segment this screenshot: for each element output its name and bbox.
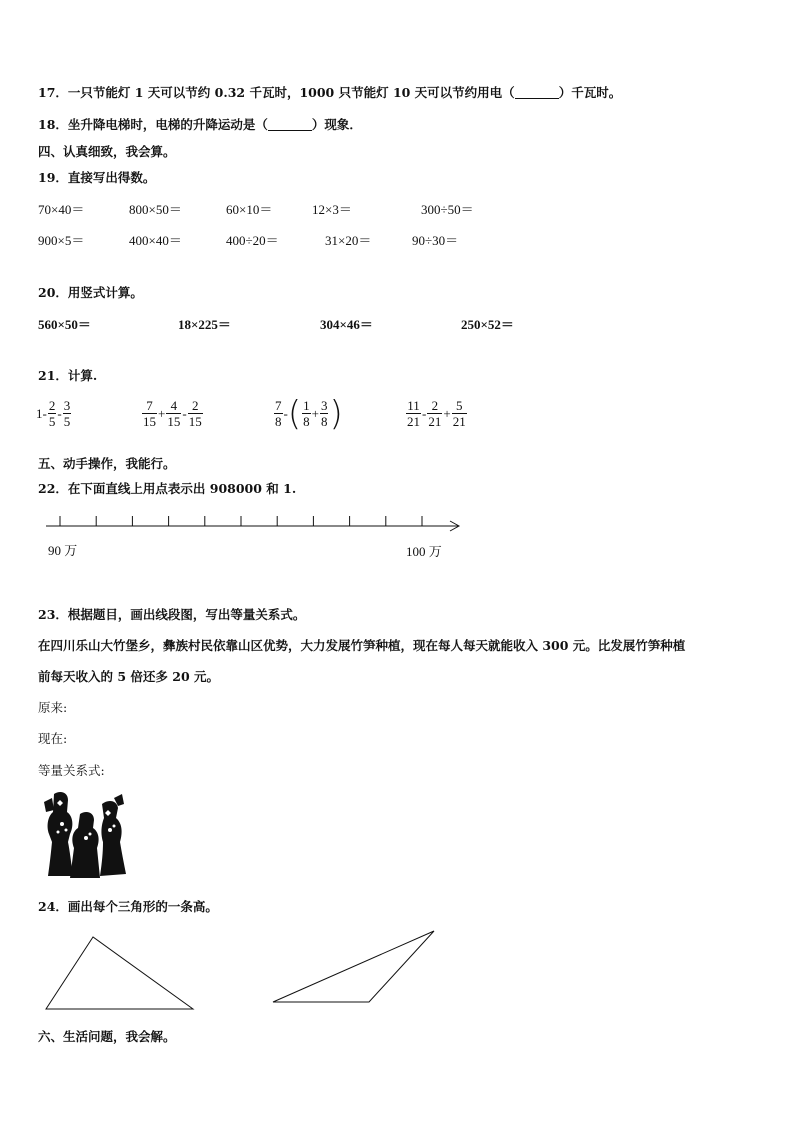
question-21-title: 21．计算. [38, 368, 98, 383]
operator: - [283, 405, 288, 421]
q23-relation-label: 等量关系式: [38, 763, 105, 778]
section-6-heading: 六、生活问题，我会解。 [38, 1029, 176, 1044]
question-17 [38, 83, 621, 101]
fraction: $\frac{2}{21}$ [428, 398, 442, 429]
question-24-title: 24．画出每个三角形的一条高。 [38, 899, 218, 914]
q20-item: 250×52＝ [461, 317, 514, 332]
operator: + [443, 405, 451, 421]
right-paren: ) [329, 393, 343, 434]
q21-expression-2 [141, 398, 204, 429]
q24-triangles [0, 925, 794, 1025]
q20-item: 304×46＝ [320, 317, 373, 332]
fraction: $\frac{3}{5}$ [63, 398, 71, 429]
question-19-title: 19．直接写出得数。 [38, 170, 156, 185]
fraction: $\frac{7}{15}$ [143, 398, 156, 429]
q19-item: 12×3＝ [312, 202, 352, 217]
fraction: $\frac{5}{21}$ [452, 398, 466, 429]
q21-expression-1 [36, 398, 72, 429]
operator: - [57, 405, 62, 421]
question-23-text-line-2: 前每天收入的 5 倍还多 20 元。 [38, 669, 220, 684]
q18-suffix: ）现象． [311, 117, 362, 132]
operator: - [422, 405, 427, 421]
section-5-heading: 五、动手操作，我能行。 [38, 456, 176, 471]
question-22-title: 22．在下面直线上用点表示出 908000 和 1. [38, 481, 297, 496]
q19-item: 400÷20＝ [226, 233, 279, 248]
fraction: $\frac{2}{5}$ [48, 398, 56, 429]
q18-prefix: 18．坐升降电梯时，电梯的升降运动是（ [38, 117, 268, 132]
left-paren: ( [287, 393, 302, 434]
fraction: $\frac{2}{15}$ [188, 398, 202, 429]
q17-prefix: 17．一只节能灯 1 天可以节约 0.32 千瓦时，1000 只节能灯 10 天可以节约用电（ [38, 85, 515, 100]
fraction: $\frac{1}{8}$ [303, 398, 310, 429]
fraction: $\frac{4}{15}$ [167, 398, 181, 429]
q19-item: 90÷30＝ [412, 233, 459, 248]
operator: + [158, 405, 166, 421]
number-line-label-left: 90 万 [48, 543, 78, 558]
q19-item: 800×50＝ [129, 202, 182, 217]
number-line-label-right: 100 万 [406, 544, 442, 559]
q19-item: 31×20＝ [325, 233, 372, 248]
q20-item: 560×50＝ [38, 317, 91, 332]
q18-answer-blank[interactable] [268, 118, 312, 131]
fraction: $\frac{11}{21}$ [407, 398, 420, 429]
q17-suffix: ）千瓦时。 [558, 85, 622, 100]
q21-expression-3 [273, 393, 343, 434]
q20-item: 18×225＝ [178, 317, 231, 332]
q23-now-label: 现在: [38, 731, 68, 746]
question-20-title: 20．用竖式计算。 [38, 285, 143, 300]
triangle-2 [273, 931, 434, 1002]
fraction: $\frac{3}{8}$ [320, 398, 328, 429]
q19-item: 400×40＝ [129, 233, 182, 248]
q21-e1-lead: 1- [36, 405, 47, 421]
q19-item: 300÷50＝ [421, 202, 474, 217]
number-line-ticks [60, 516, 422, 526]
q19-item: 60×10＝ [226, 202, 273, 217]
question-18 [38, 115, 362, 133]
yi-people-silhouette-image [40, 790, 130, 885]
q17-answer-blank[interactable] [515, 86, 559, 99]
q19-item: 70×40＝ [38, 202, 85, 217]
section-4-heading: 四、认真细致，我会算。 [38, 144, 176, 159]
q19-item: 900×5＝ [38, 233, 85, 248]
q23-before-label: 原来: [38, 700, 68, 715]
operator: - [182, 405, 187, 421]
operator: + [311, 405, 319, 421]
number-line [0, 505, 794, 565]
fraction: $\frac{7}{8}$ [275, 398, 282, 429]
triangle-1 [46, 937, 193, 1009]
question-23-title: 23．根据题目，画出线段图，写出等量关系式。 [38, 607, 306, 622]
q21-expression-4 [405, 398, 468, 429]
question-23-text-line-1: 在四川乐山大竹堡乡，彝族村民依靠山区优势，大力发展竹笋种植，现在每人每天就能收入 300 元。比发展竹笋种植 [38, 638, 686, 653]
